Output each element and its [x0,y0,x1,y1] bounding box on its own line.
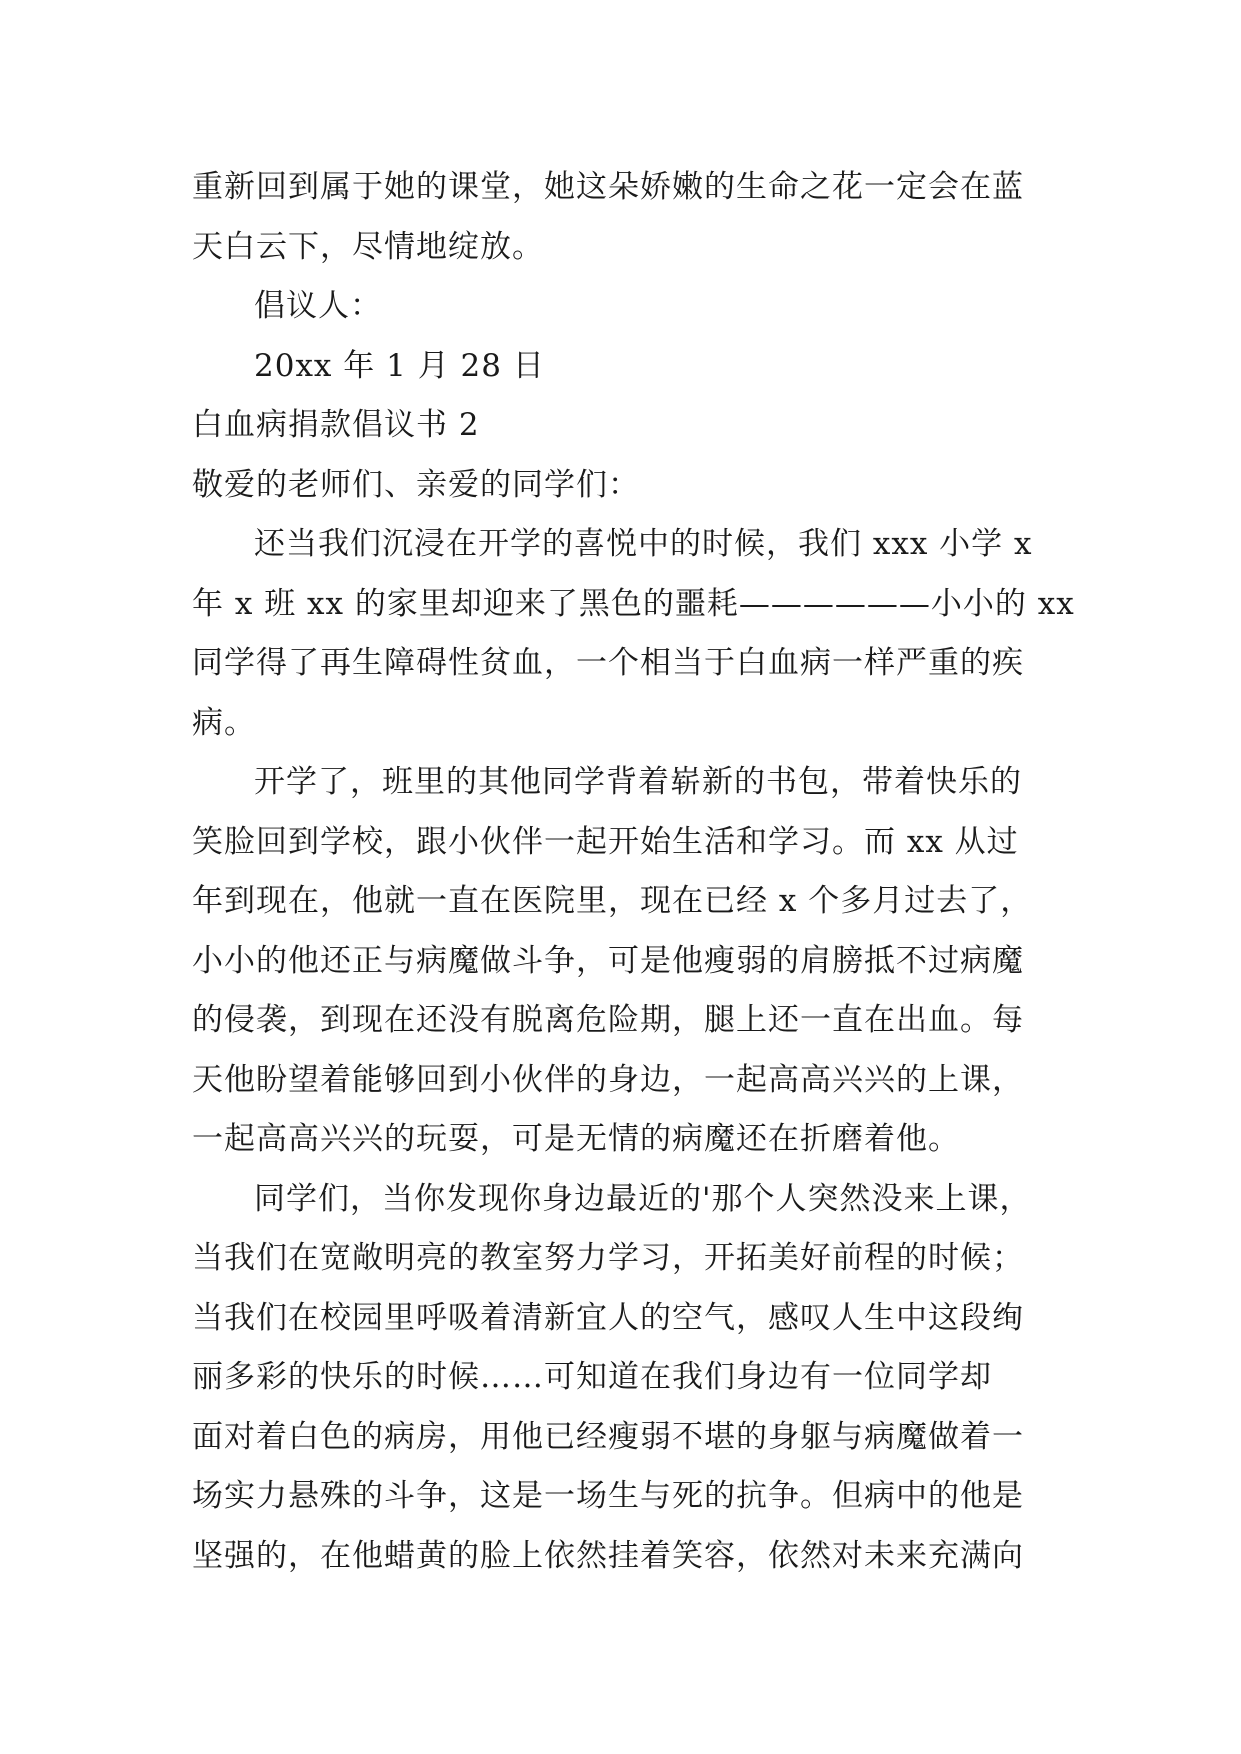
paragraph-line: 的侵袭，到现在还没有脱离危险期，腿上还一直在出血。每 [192,1002,1024,1038]
paragraph-line: 当我们在宽敞明亮的教室努力学习，开拓美好前程的时候； [192,1240,1024,1276]
paragraph-line: 开学了，班里的其他同学背着崭新的书包，带着快乐的 [254,764,1022,800]
intro-line: 天白云下，尽情地绽放。 [192,228,544,265]
paragraph-line: 年 x 班 xx 的家里却迎来了黑色的噩耗——————小小的 xx [192,585,1075,622]
signature-date: 20xx 年 1 月 28 日 [254,347,545,384]
signature-label: 倡议人： [254,288,382,324]
paragraph-line: 天他盼望着能够回到小伙伴的身边，一起高高兴兴的上课， [192,1061,1024,1098]
paragraph-line: 年到现在，他就一直在医院里，现在已经 x 个多月过去了， [192,883,1033,919]
section-title: 白血病捐款倡议书 2 [192,407,480,443]
document-body [192,158,1075,1586]
paragraph-line: 坚强的，在他蜡黄的脸上依然挂着笑容，依然对未来充满向 [192,1537,1024,1574]
paragraph-line: 当我们在校园里呼吸着清新宜人的空气，感叹人生中这段绚 [192,1299,1024,1336]
paragraph-line: 丽多彩的快乐的时候……可知道在我们身边有一位同学却 [192,1359,992,1395]
paragraph-line: 同学得了再生障碍性贫血，一个相当于白血病一样严重的疾 [192,645,1024,681]
intro-line: 重新回到属于她的课堂，她这朵娇嫩的生命之花一定会在蓝 [192,169,1024,205]
paragraph-line: 一起高高兴兴的玩耍，可是无情的病魔还在折磨着他。 [192,1121,960,1157]
paragraph-line: 同学们，当你发现你身边最近的'那个人突然没来上课， [254,1180,1032,1217]
paragraph-line: 还当我们沉浸在开学的喜悦中的时候，我们 xxx 小学 x [254,526,1033,562]
paragraph-line: 场实力悬殊的斗争，这是一场生与死的抗争。但病中的他是 [192,1478,1024,1514]
paragraph-line: 病。 [192,704,256,741]
salutation: 敬爱的老师们、亲爱的同学们： [192,466,640,503]
paragraph-line: 小小的他还正与病魔做斗争，可是他瘦弱的肩膀抵不过病魔 [192,942,1024,979]
paragraph-line: 笑脸回到学校，跟小伙伴一起开始生活和学习。而 xx 从过 [192,823,1019,860]
paragraph-line: 面对着白色的病房，用他已经瘦弱不堪的身躯与病魔做着一 [192,1418,1024,1455]
